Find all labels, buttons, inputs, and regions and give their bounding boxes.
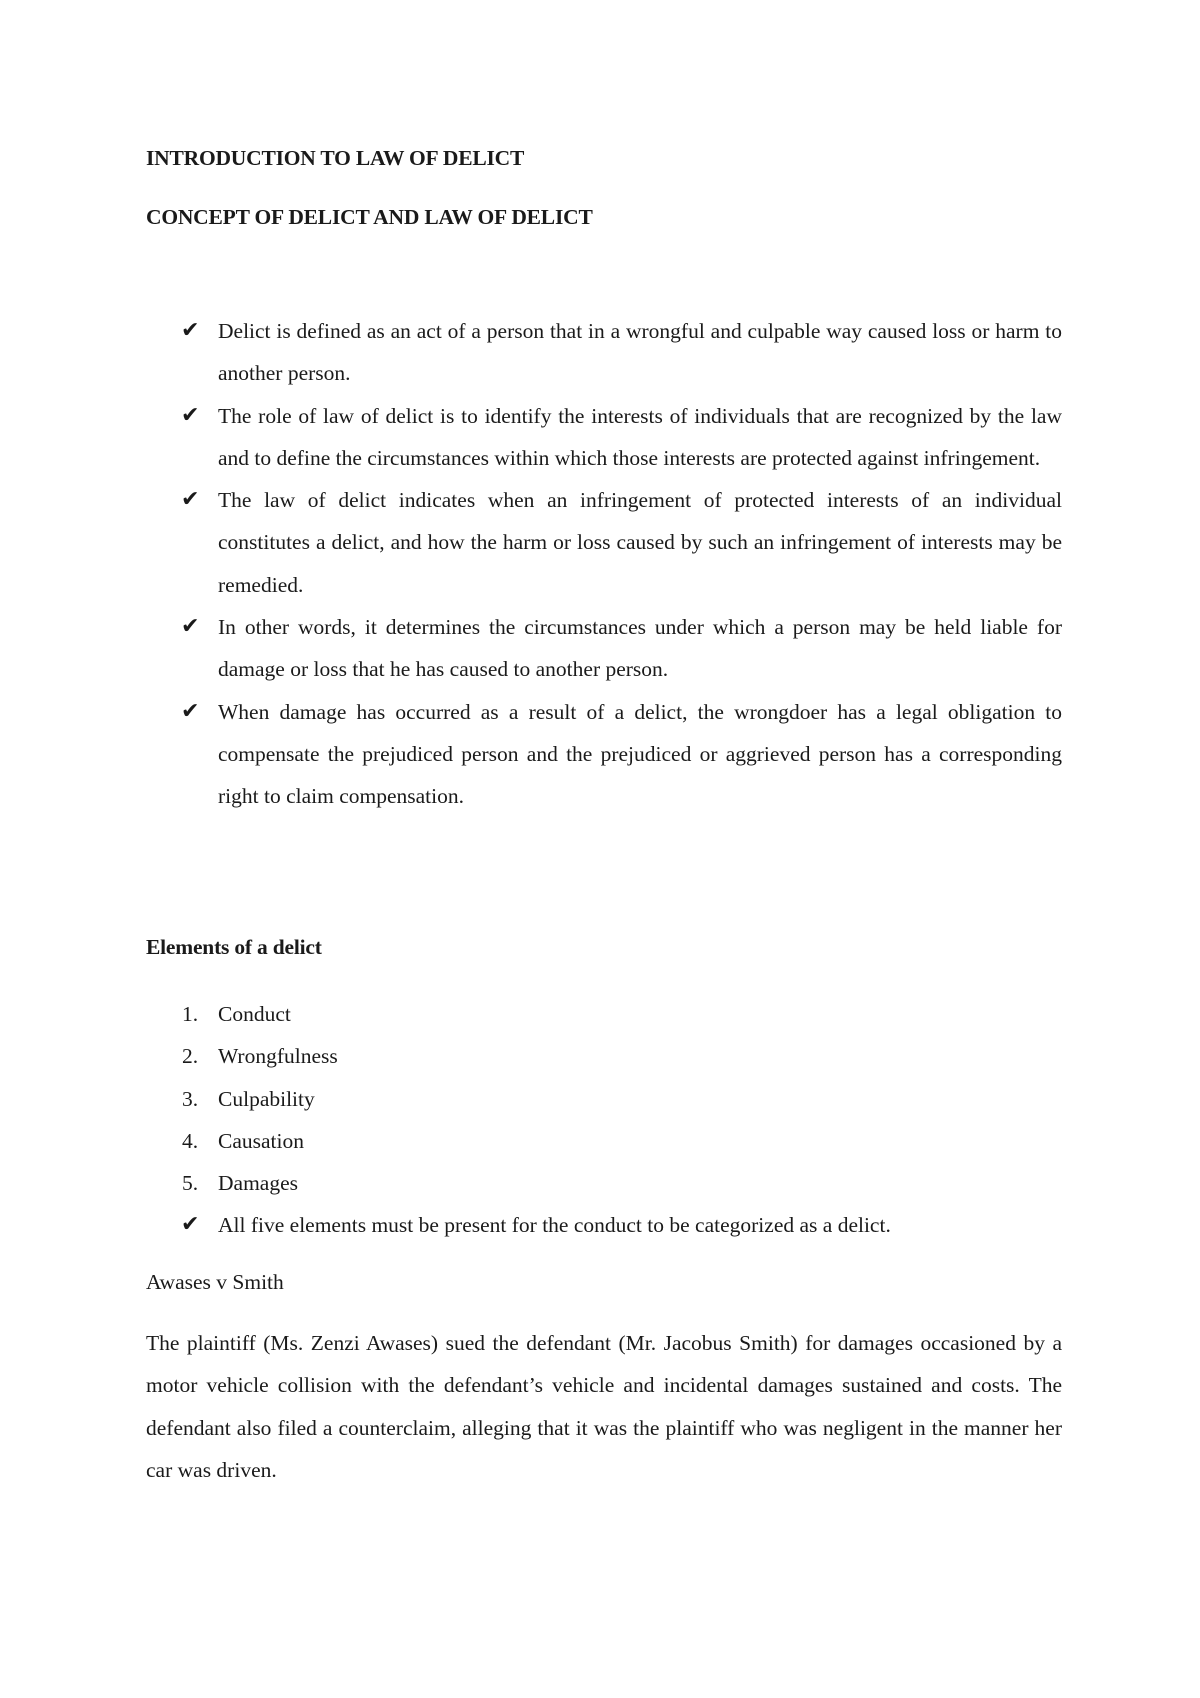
check-mark-icon: ✔ [181, 1212, 200, 1238]
bullet-item [146, 395, 1062, 480]
list-label: Causation [218, 1128, 304, 1153]
list-label: Culpability [218, 1086, 315, 1111]
list-item [146, 1078, 1062, 1120]
list-number: 4. [182, 1128, 199, 1153]
check-mark-icon: ✔ [181, 487, 200, 513]
bullet-text: In other words, it determines the circumstances under which a person may be held liable for damage or loss that he has caused to another person. [218, 615, 1062, 682]
elements-note-text: All five elements must be present for the conduct to be categorized as a delict. [218, 1213, 891, 1238]
check-mark-icon: ✔ [181, 402, 200, 428]
document-title: INTRODUCTION TO LAW OF DELICT [146, 146, 525, 170]
list-label: Wrongfulness [218, 1044, 338, 1069]
bullet-text: Delict is defined as an act of a person that in a wrongful and culpable way caused loss or harm to another person. [218, 319, 1062, 386]
document-subtitle: CONCEPT OF DELICT AND LAW OF DELICT [146, 205, 593, 229]
list-label: Damages [218, 1171, 298, 1196]
list-item [146, 1162, 1062, 1204]
bullet-item [146, 691, 1062, 818]
elements-note-item [146, 1204, 1062, 1246]
check-mark-icon: ✔ [181, 698, 200, 724]
case-paragraph: The plaintiff (Ms. Zenzi Awases) sued the defendant (Mr. Jacobus Smith) for damages occasioned by a motor vehicle collision with the defendant’s vehicle and incidental damages sustained and costs. The defendant also filed a counterclaim, alleging that it was the plaintiff who was negligent in the manner her car was driven. [146, 1331, 1062, 1482]
list-number: 2. [182, 1044, 199, 1069]
list-label: Conduct [218, 1002, 291, 1026]
bullet-item [146, 310, 1062, 395]
elements-numbered-list [146, 993, 1062, 1247]
bullet-item [146, 479, 1062, 606]
definition-bullet-list [146, 310, 1062, 818]
list-item [146, 1120, 1062, 1162]
bullet-item [146, 606, 1062, 691]
case-name: Awases v Smith [146, 1270, 284, 1294]
list-item [146, 993, 1062, 1035]
bullet-text: The role of law of delict is to identify the interests of individuals that are recognized by the law and to define the circumstances within which those interests are protected against infringement. [218, 403, 1062, 470]
elements-heading: Elements of a delict [146, 935, 322, 959]
list-number: 5. [182, 1171, 199, 1196]
bullet-text: When damage has occurred as a result of a delict, the wrongdoer has a legal obligation to compensate the prejudiced person and the prejudiced or aggrieved person has a corresponding right to claim compensation. [218, 699, 1062, 809]
list-number: 1. [182, 1002, 199, 1026]
list-number: 3. [182, 1086, 199, 1111]
check-mark-icon: ✔ [181, 614, 200, 640]
check-mark-icon: ✔ [181, 318, 200, 343]
list-item [146, 1035, 1062, 1077]
bullet-text: The law of delict indicates when an infringement of protected interests of an individual constitutes a delict, and how the harm or loss caused by such an infringement of interests may be remedied. [218, 488, 1062, 597]
